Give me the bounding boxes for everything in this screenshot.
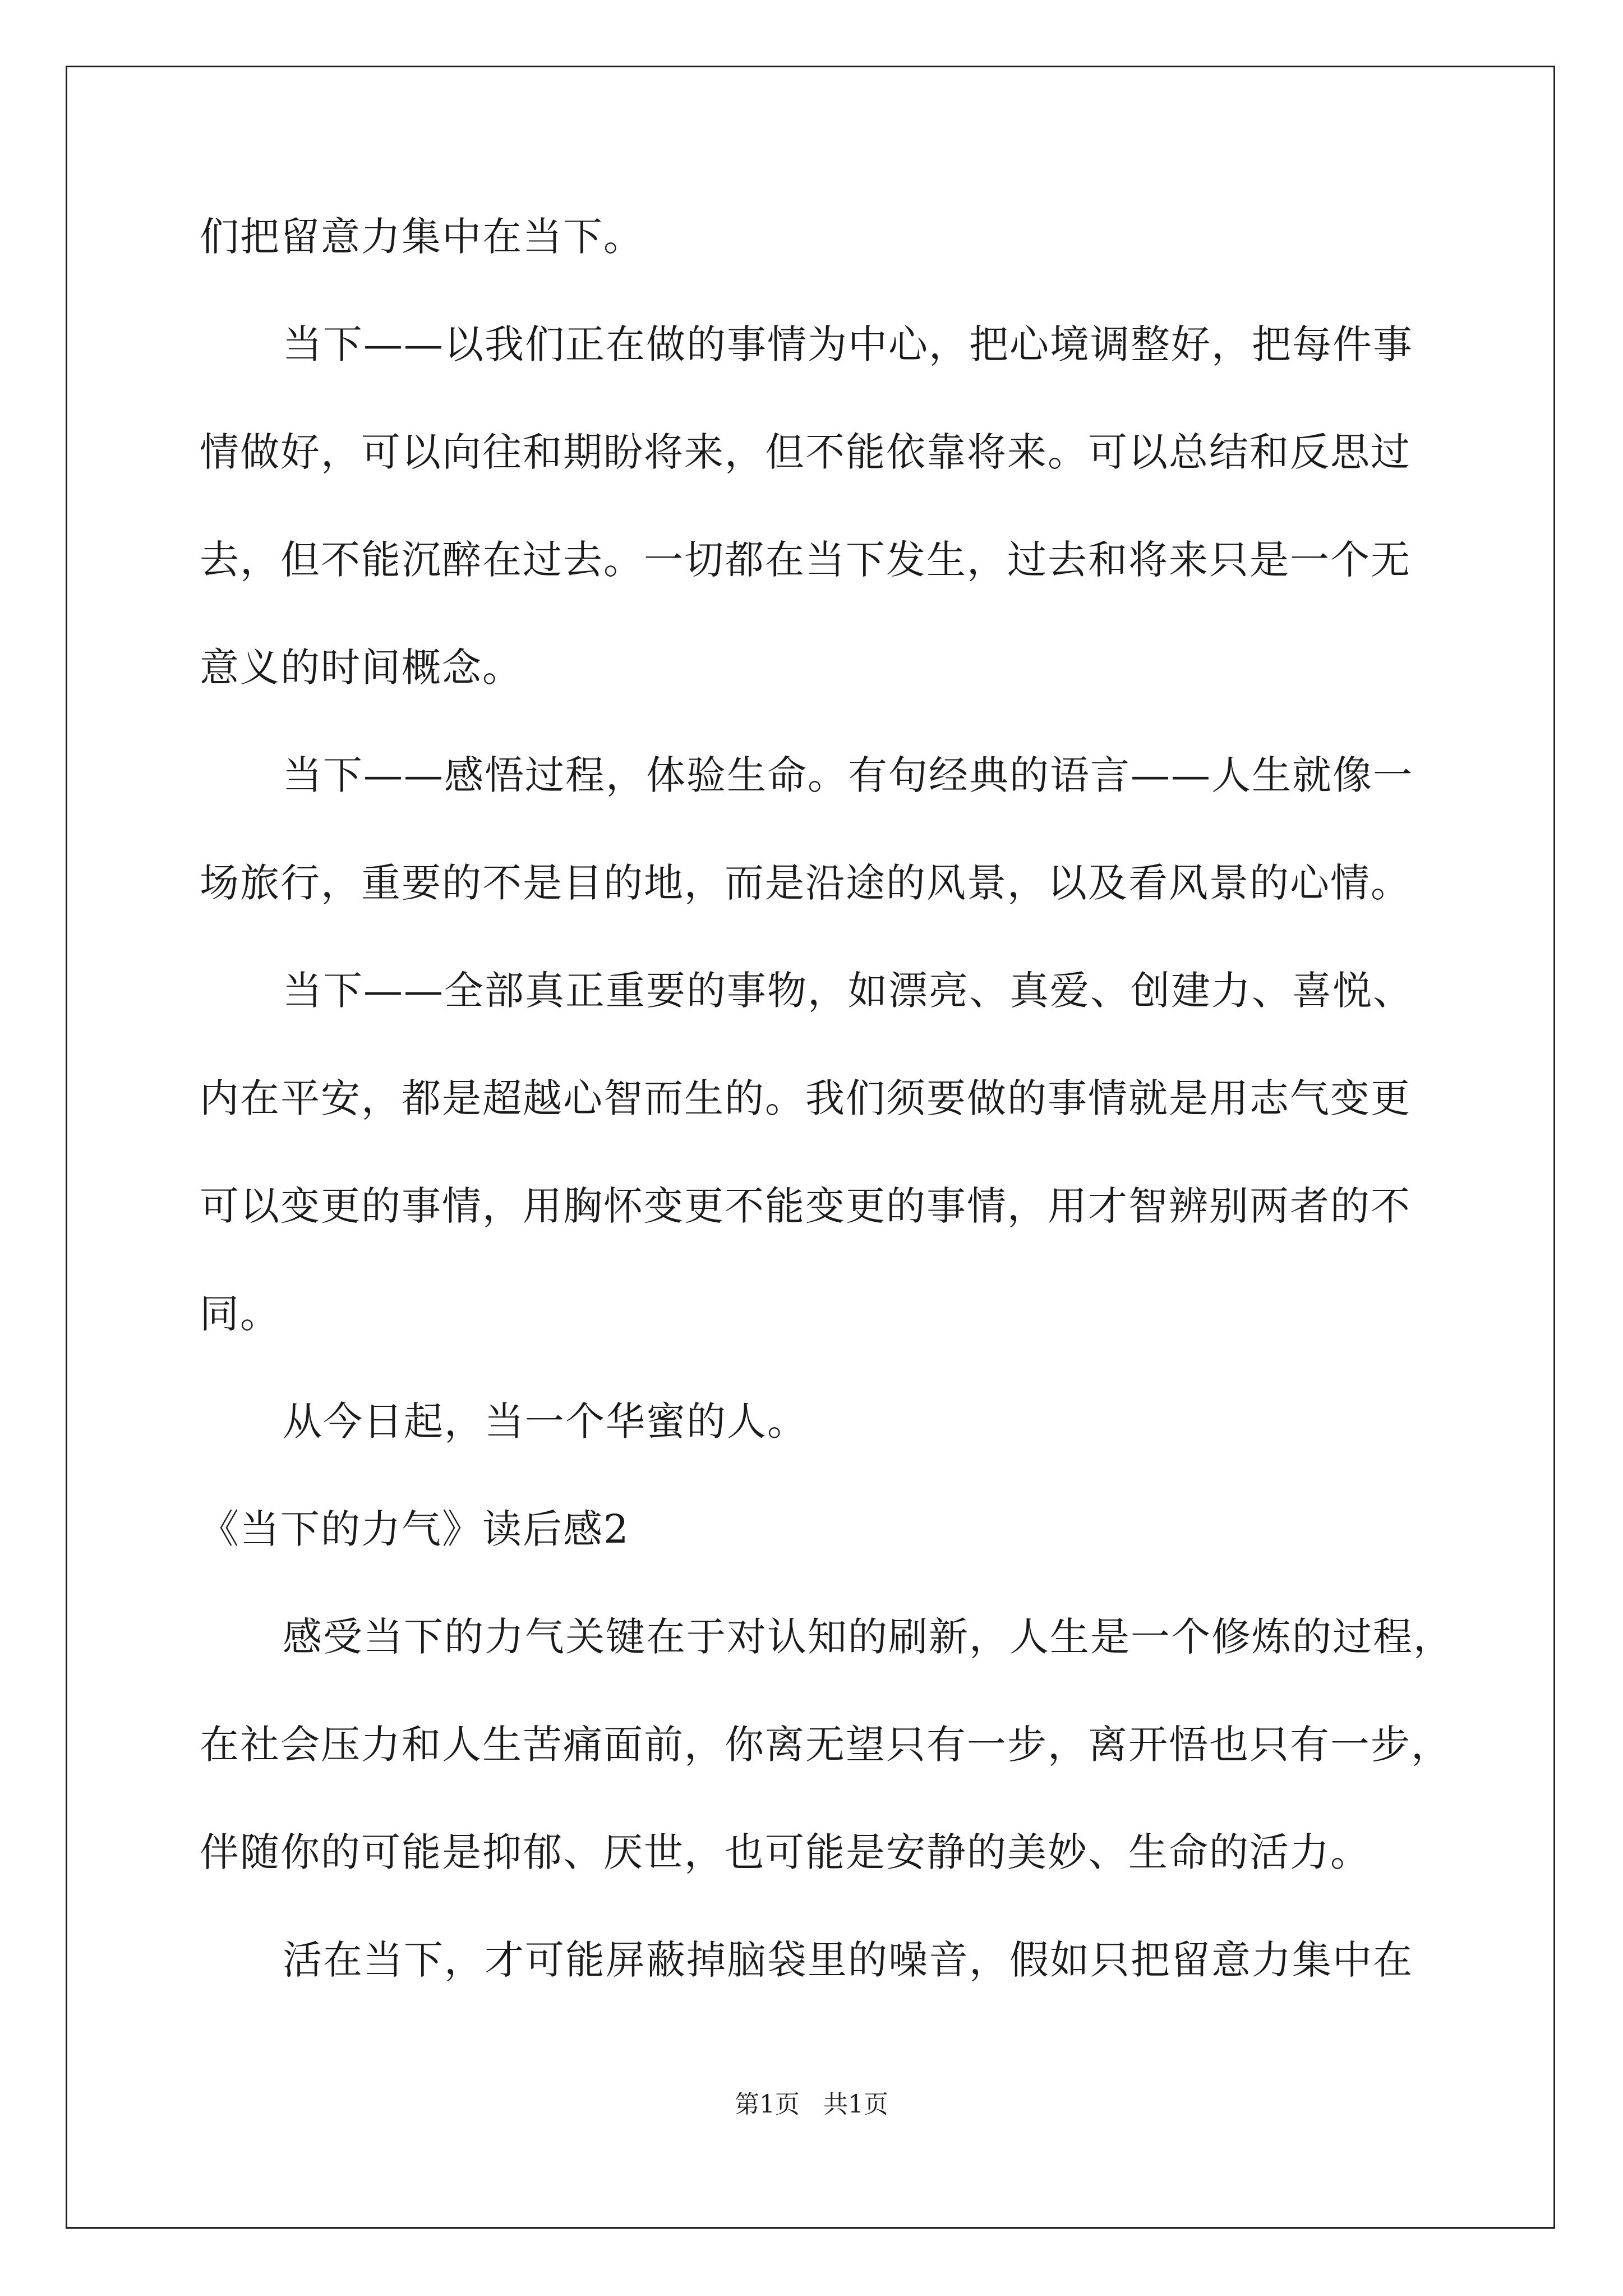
page-border	[66, 66, 1555, 2229]
text-line: 可以变更的事情，用胸怀变更不能变更的事情，用才智辨别两者的不	[200, 1183, 1411, 1229]
text-line: 活在当下，才可能屏蔽掉脑袋里的噪音，假如只把留意力集中在	[283, 1937, 1413, 1983]
text-line: 意义的时间概念。	[200, 645, 523, 691]
text-line: 情做好，可以向往和期盼将来，但不能依靠将来。可以总结和反思过	[200, 429, 1411, 475]
text-line: 同。	[200, 1291, 280, 1337]
text-line: 伴随你的可能是抑郁、厌世，也可能是安静的美妙、生命的活力。	[200, 1829, 1371, 1875]
text-line: 内在平安，都是超越心智而生的。我们须要做的事情就是用志气变更	[200, 1075, 1411, 1121]
page-number: 第1页 共1页	[735, 2090, 888, 2119]
text-line: 从今日起，当一个华蜜的人。	[283, 1398, 808, 1444]
text-line: 在社会压力和人生苦痛面前，你离无望只有一步，离开悟也只有一步，	[200, 1722, 1451, 1768]
text-line: 去，但不能沉醉在过去。一切都在当下发生，过去和将来只是一个无	[200, 537, 1411, 583]
text-line: 们把留意力集中在当下。	[200, 214, 644, 260]
text-line: 感受当下的力气关键在于对认知的刷新，人生是一个修炼的过程，	[283, 1614, 1454, 1660]
section-heading: 《当下的力气》读后感2	[200, 1506, 630, 1552]
text-line: 场旅行，重要的不是目的地，而是沿途的风景，以及看风景的心情。	[200, 860, 1411, 906]
text-line: 当下——以我们正在做的事情为中心，把心境调整好，把每件事	[283, 321, 1413, 367]
text-line: 当下——全部真正重要的事物，如漂亮、真爱、创建力、喜悦、	[283, 968, 1413, 1014]
text-line: 当下——感悟过程，体验生命。有句经典的语言——人生就像一	[283, 752, 1413, 798]
